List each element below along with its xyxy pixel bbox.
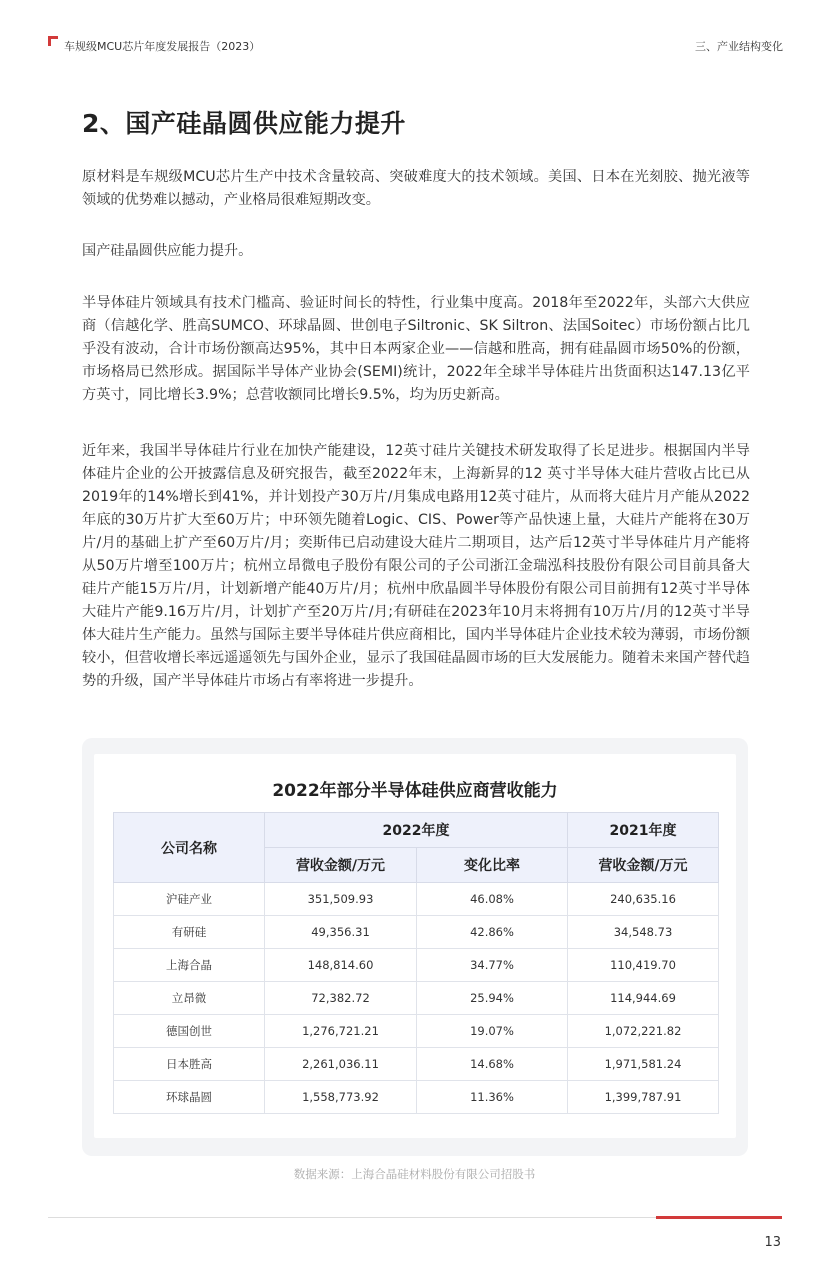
cell-change: 46.08% (417, 883, 568, 916)
cell-company: 沪硅产业 (114, 883, 265, 916)
cell-change: 14.68% (417, 1048, 568, 1081)
table-row (114, 916, 719, 949)
cell-revenue-2021: 114,944.69 (568, 982, 719, 1015)
cell-revenue-2021: 240,635.16 (568, 883, 719, 916)
data-source: 数据来源：上海合晶硅材料股份有限公司招股书 (293, 1167, 536, 1181)
cell-company: 环球晶圆 (114, 1081, 265, 1114)
supplier-revenue-table (113, 812, 719, 1114)
paragraph-domestic-progress: 近年来，我国半导体硅片行业在加快产能建设，12英寸硅片关键技术研发取得了长足进步。根据国内半导体硅片企业的公开披露信息及研究报告，截至2022年末，上海新昇的12 英寸半导体大硅片营收占比已从2019年的14%增长到41%，并计划投产30万片/月集成电路用12英寸硅片，从而将大硅片月产能从2022年底的30万片扩大至60万片；中环领先随着Logic、CIS、Power等产品快速上量，大硅片产能将在30万片/月的基础上扩产至60万片/月；奕斯伟已启动建设大硅片二期项目，达产后12英寸半导体硅片月产能将从50万片增至100万片；杭州立昂微电子股份有限公司的子公司浙江金瑞泓科技股份有限公司目前具备大硅片产能15万片/月，计划新增产能40万片/月；杭州中欣晶圆半导体股份有限公司目前拥有12英寸半导体大硅片产能9.16万片/月，计划扩产至20万片/月;有研硅在2023年10月末将拥有10万片/月的12英寸半导体大硅片生产能力。虽然与国际主要半导体硅片供应商相比，国内半导体硅片企业技术较为薄弱，市场份额较小，但营收增长率远遥遥领先与国外企业，显示了我国硅晶圆市场的巨大发展能力。随着未来国产替代趋势的升级，国产半导体硅片市场占有率将进一步提升。 (82, 443, 750, 689)
cell-revenue-2021: 110,419.70 (568, 949, 719, 982)
cell-revenue-2022: 351,509.93 (265, 883, 417, 916)
header-2022-group: 2022年度 (265, 813, 568, 848)
header-company: 公司名称 (114, 813, 265, 883)
cell-company: 有研硅 (114, 916, 265, 949)
paragraph-supply-capacity: 国产硅晶圆供应能力提升。 (82, 243, 253, 259)
cell-change: 42.86% (417, 916, 568, 949)
table-row (114, 883, 719, 916)
table-row (114, 1048, 719, 1081)
cell-revenue-2022: 1,276,721.21 (265, 1015, 417, 1048)
table-row (114, 1081, 719, 1114)
header-revenue-2021: 营收金额/万元 (568, 848, 719, 883)
cell-change: 11.36% (417, 1081, 568, 1114)
cell-revenue-2021: 1,971,581.24 (568, 1048, 719, 1081)
cell-change: 25.94% (417, 982, 568, 1015)
page-header (48, 32, 783, 56)
footer-accent-bar (656, 1216, 782, 1219)
cell-company: 立昂微 (114, 982, 265, 1015)
cell-revenue-2021: 1,399,787.91 (568, 1081, 719, 1114)
table-title: 2022年部分半导体硅供应商营收能力 (272, 781, 558, 801)
corner-mark-icon (48, 36, 58, 46)
page-number: 13 (764, 1235, 781, 1250)
cell-company: 上海合晶 (114, 949, 265, 982)
cell-change: 19.07% (417, 1015, 568, 1048)
header-change-ratio: 变化比率 (417, 848, 568, 883)
cell-revenue-2022: 1,558,773.92 (265, 1081, 417, 1114)
table-panel (94, 754, 736, 1138)
cell-company: 德国创世 (114, 1015, 265, 1048)
report-title: 车规级MCU芯片年度发展报告（2023） (64, 40, 261, 53)
paragraph-raw-materials: 原材料是车规级MCU芯片生产中技术含量较高、突破难度大的技术领域。美国、日本在光刻胶、抛光液等领域的优势难以撼动，产业格局很难短期改变。 (82, 169, 750, 208)
cell-revenue-2022: 2,261,036.11 (265, 1048, 417, 1081)
cell-revenue-2022: 148,814.60 (265, 949, 417, 982)
header-revenue-2022: 营收金额/万元 (265, 848, 417, 883)
table-row (114, 1015, 719, 1048)
table-row (114, 982, 719, 1015)
cell-change: 34.77% (417, 949, 568, 982)
cell-company: 日本胜高 (114, 1048, 265, 1081)
section-label: 三、产业结构变化 (695, 40, 783, 53)
paragraph-market-concentration: 半导体硅片领域具有技术门槛高、验证时间长的特性，行业集中度高。2018年至2022年，头部六大供应商（信越化学、胜高SUMCO、环球晶圆、世创电子Siltronic、SK Siltron、法国Soitec）市场份额占比几乎没有波动，合计市场份额高达95%，其中日本两家企业——信越和胜高，拥有硅晶圆市场50%的份额，市场格局已然形成。据国际半导体产业协会(SEMI)统计，2022年全球半导体硅片出货面积达147.13亿平方英寸，同比增长3.9%；总营收额同比增长9.5%，均为历史新高。 (82, 295, 750, 403)
cell-revenue-2022: 72,382.72 (265, 982, 417, 1015)
table-header-row (114, 813, 719, 848)
cell-revenue-2022: 49,356.31 (265, 916, 417, 949)
table-card (82, 738, 748, 1156)
header-2021-group: 2021年度 (568, 813, 719, 848)
cell-revenue-2021: 1,072,221.82 (568, 1015, 719, 1048)
cell-revenue-2021: 34,548.73 (568, 916, 719, 949)
section-title: 2、国产硅晶圆供应能力提升 (82, 109, 406, 138)
table-row (114, 949, 719, 982)
